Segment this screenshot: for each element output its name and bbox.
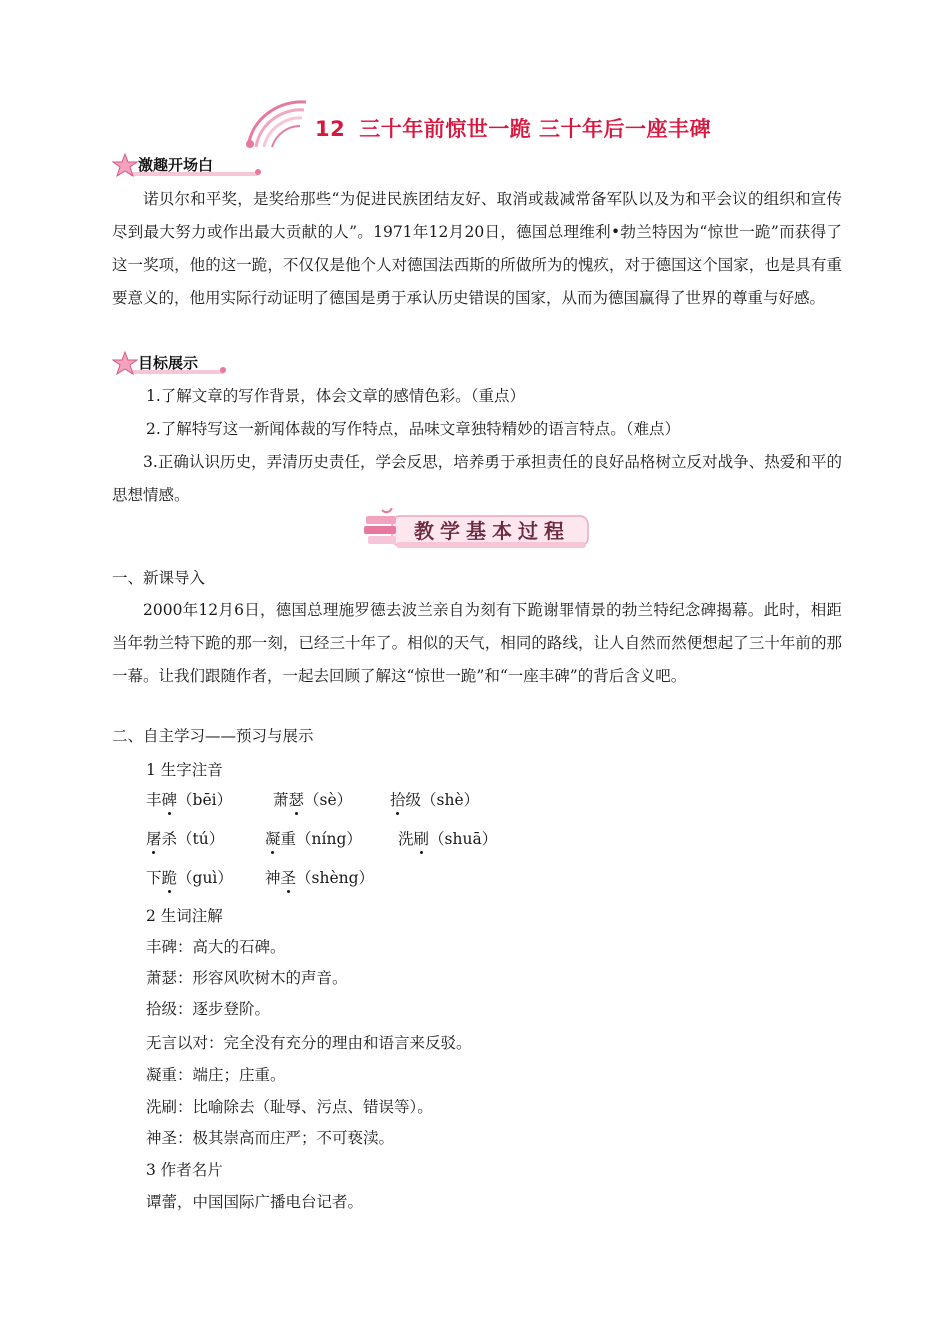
dotted-character: 跪 xyxy=(161,869,178,887)
lesson-number: 12 xyxy=(315,117,346,141)
word-part: 下 xyxy=(146,869,162,887)
goals-banner xyxy=(112,350,227,378)
dotted-character: 拾 xyxy=(390,791,406,809)
pinyin-entry xyxy=(398,829,497,849)
intro-paragraph: 诺贝尔和平奖，是奖给那些“为促进民族团结友好、取消或裁减常备军队以及为和平会议的组织和宣传尽到最大努力或作出最大贡献的人”。1971年12月20日，德国总理维利•勃兰特因为“惊世一跪”而获得了这一奖项，他的这一跪，不仅仅是他个人对德国法西斯的所做所为的愧疚，对于德国这个国家，也是具有重要意义的，他用实际行动证明了德国是勇于承认历史错误的国家，从而为德国赢得了世界的尊重与好感。 xyxy=(112,190,842,307)
pinyin-entry xyxy=(265,868,374,888)
pinyin-entry xyxy=(265,829,362,849)
word-part: 神 xyxy=(265,869,281,887)
section-heading: 一、新课导入 xyxy=(112,569,206,587)
title-swirl-decoration xyxy=(240,92,310,152)
pinyin-entry xyxy=(146,829,224,849)
lesson-title-text: 三十年前惊世一跪 三十年后一座丰碑 xyxy=(359,117,712,141)
dotted-character: 屠 xyxy=(146,830,162,848)
glossary-item: 无言以对：完全没有充分的理由和语言来反驳。 xyxy=(146,1034,472,1052)
subsection-heading: 1 生字注音 xyxy=(146,761,223,779)
pinyin-reading: （shuā） xyxy=(429,830,498,848)
goals-banner-label: 目标展示 xyxy=(138,354,199,372)
pinyin-reading: （shè） xyxy=(421,791,480,809)
pinyin-reading: （guì） xyxy=(177,869,233,887)
dotted-character: 凝 xyxy=(265,830,281,848)
pinyin-entry xyxy=(273,790,352,810)
subsection-heading: 2 生词注解 xyxy=(146,907,223,925)
word-part: 重 xyxy=(280,830,297,848)
glossary-item: 萧瑟：形容风吹树木的声音。 xyxy=(146,969,348,987)
pinyin-reading: （shèng） xyxy=(296,869,375,887)
goal-item: 3.正确认识历史，弄清历史责任，学会反思，培养勇于承担责任的良好品格树立反对战争、热爱和平的思想情感。 xyxy=(112,453,842,504)
glossary-item: 神圣：极其崇高而庄严；不可亵渎。 xyxy=(146,1129,395,1147)
glossary-item: 丰碑：高大的石碑。 xyxy=(146,938,286,956)
goal-item: 2.了解特写这一新闻体裁的写作特点，品味文章独特精妙的语言特点。（难点） xyxy=(146,420,681,438)
glossary-item: 凝重：端庄；庄重。 xyxy=(146,1066,286,1084)
word-part: 杀 xyxy=(161,830,178,848)
pinyin-entry xyxy=(390,790,479,810)
pinyin-entry xyxy=(146,868,233,888)
intro-banner-label: 激趣开场白 xyxy=(138,156,214,174)
glossary-item: 洗刷：比喻除去（耻辱、污点、错误等）。 xyxy=(146,1098,433,1116)
word-part: 洗 xyxy=(398,830,414,848)
pinyin-reading: （sè） xyxy=(304,791,353,809)
pinyin-reading: （tú） xyxy=(177,830,225,848)
glossary-item: 拾级：逐步登阶。 xyxy=(146,1000,271,1018)
pinyin-reading: （níng） xyxy=(296,830,362,848)
section-heading: 二、自主学习——预习与展示 xyxy=(112,727,314,745)
goal-item: 1.了解文章的写作背景，体会文章的感情色彩。（重点） xyxy=(146,387,526,405)
section1-paragraph: 2000年12月6日，德国总理施罗德去波兰亲自为刻有下跪谢罪情景的勃兰特纪念碑揭幕。此时，相距当年勃兰特下跪的那一刻，已经三十年了。相似的天气，相同的路线，让人自然而然便想起了三十年前的那一幕。让我们跟随作者，一起去回顾了解这“惊世一跪”和“一座丰碑”的背后含义吧。 xyxy=(112,601,842,685)
pinyin-entry xyxy=(146,790,232,810)
process-banner xyxy=(362,508,592,554)
author-info: 谭蕾，中国国际广播电台记者。 xyxy=(146,1193,364,1211)
intro-banner xyxy=(112,152,262,180)
dotted-character: 圣 xyxy=(280,869,297,887)
word-part: 萧 xyxy=(273,791,289,809)
word-part: 丰 xyxy=(146,791,162,809)
lesson-title xyxy=(315,113,711,143)
dotted-character: 刷 xyxy=(413,830,430,848)
dotted-character: 瑟 xyxy=(288,791,305,809)
word-part: 级 xyxy=(405,791,422,809)
dotted-character: 碑 xyxy=(161,791,178,809)
process-banner-label: 教学基本过程 xyxy=(414,519,570,543)
subsection-heading: 3 作者名片 xyxy=(146,1161,223,1179)
pinyin-reading: （bēi） xyxy=(177,791,233,809)
